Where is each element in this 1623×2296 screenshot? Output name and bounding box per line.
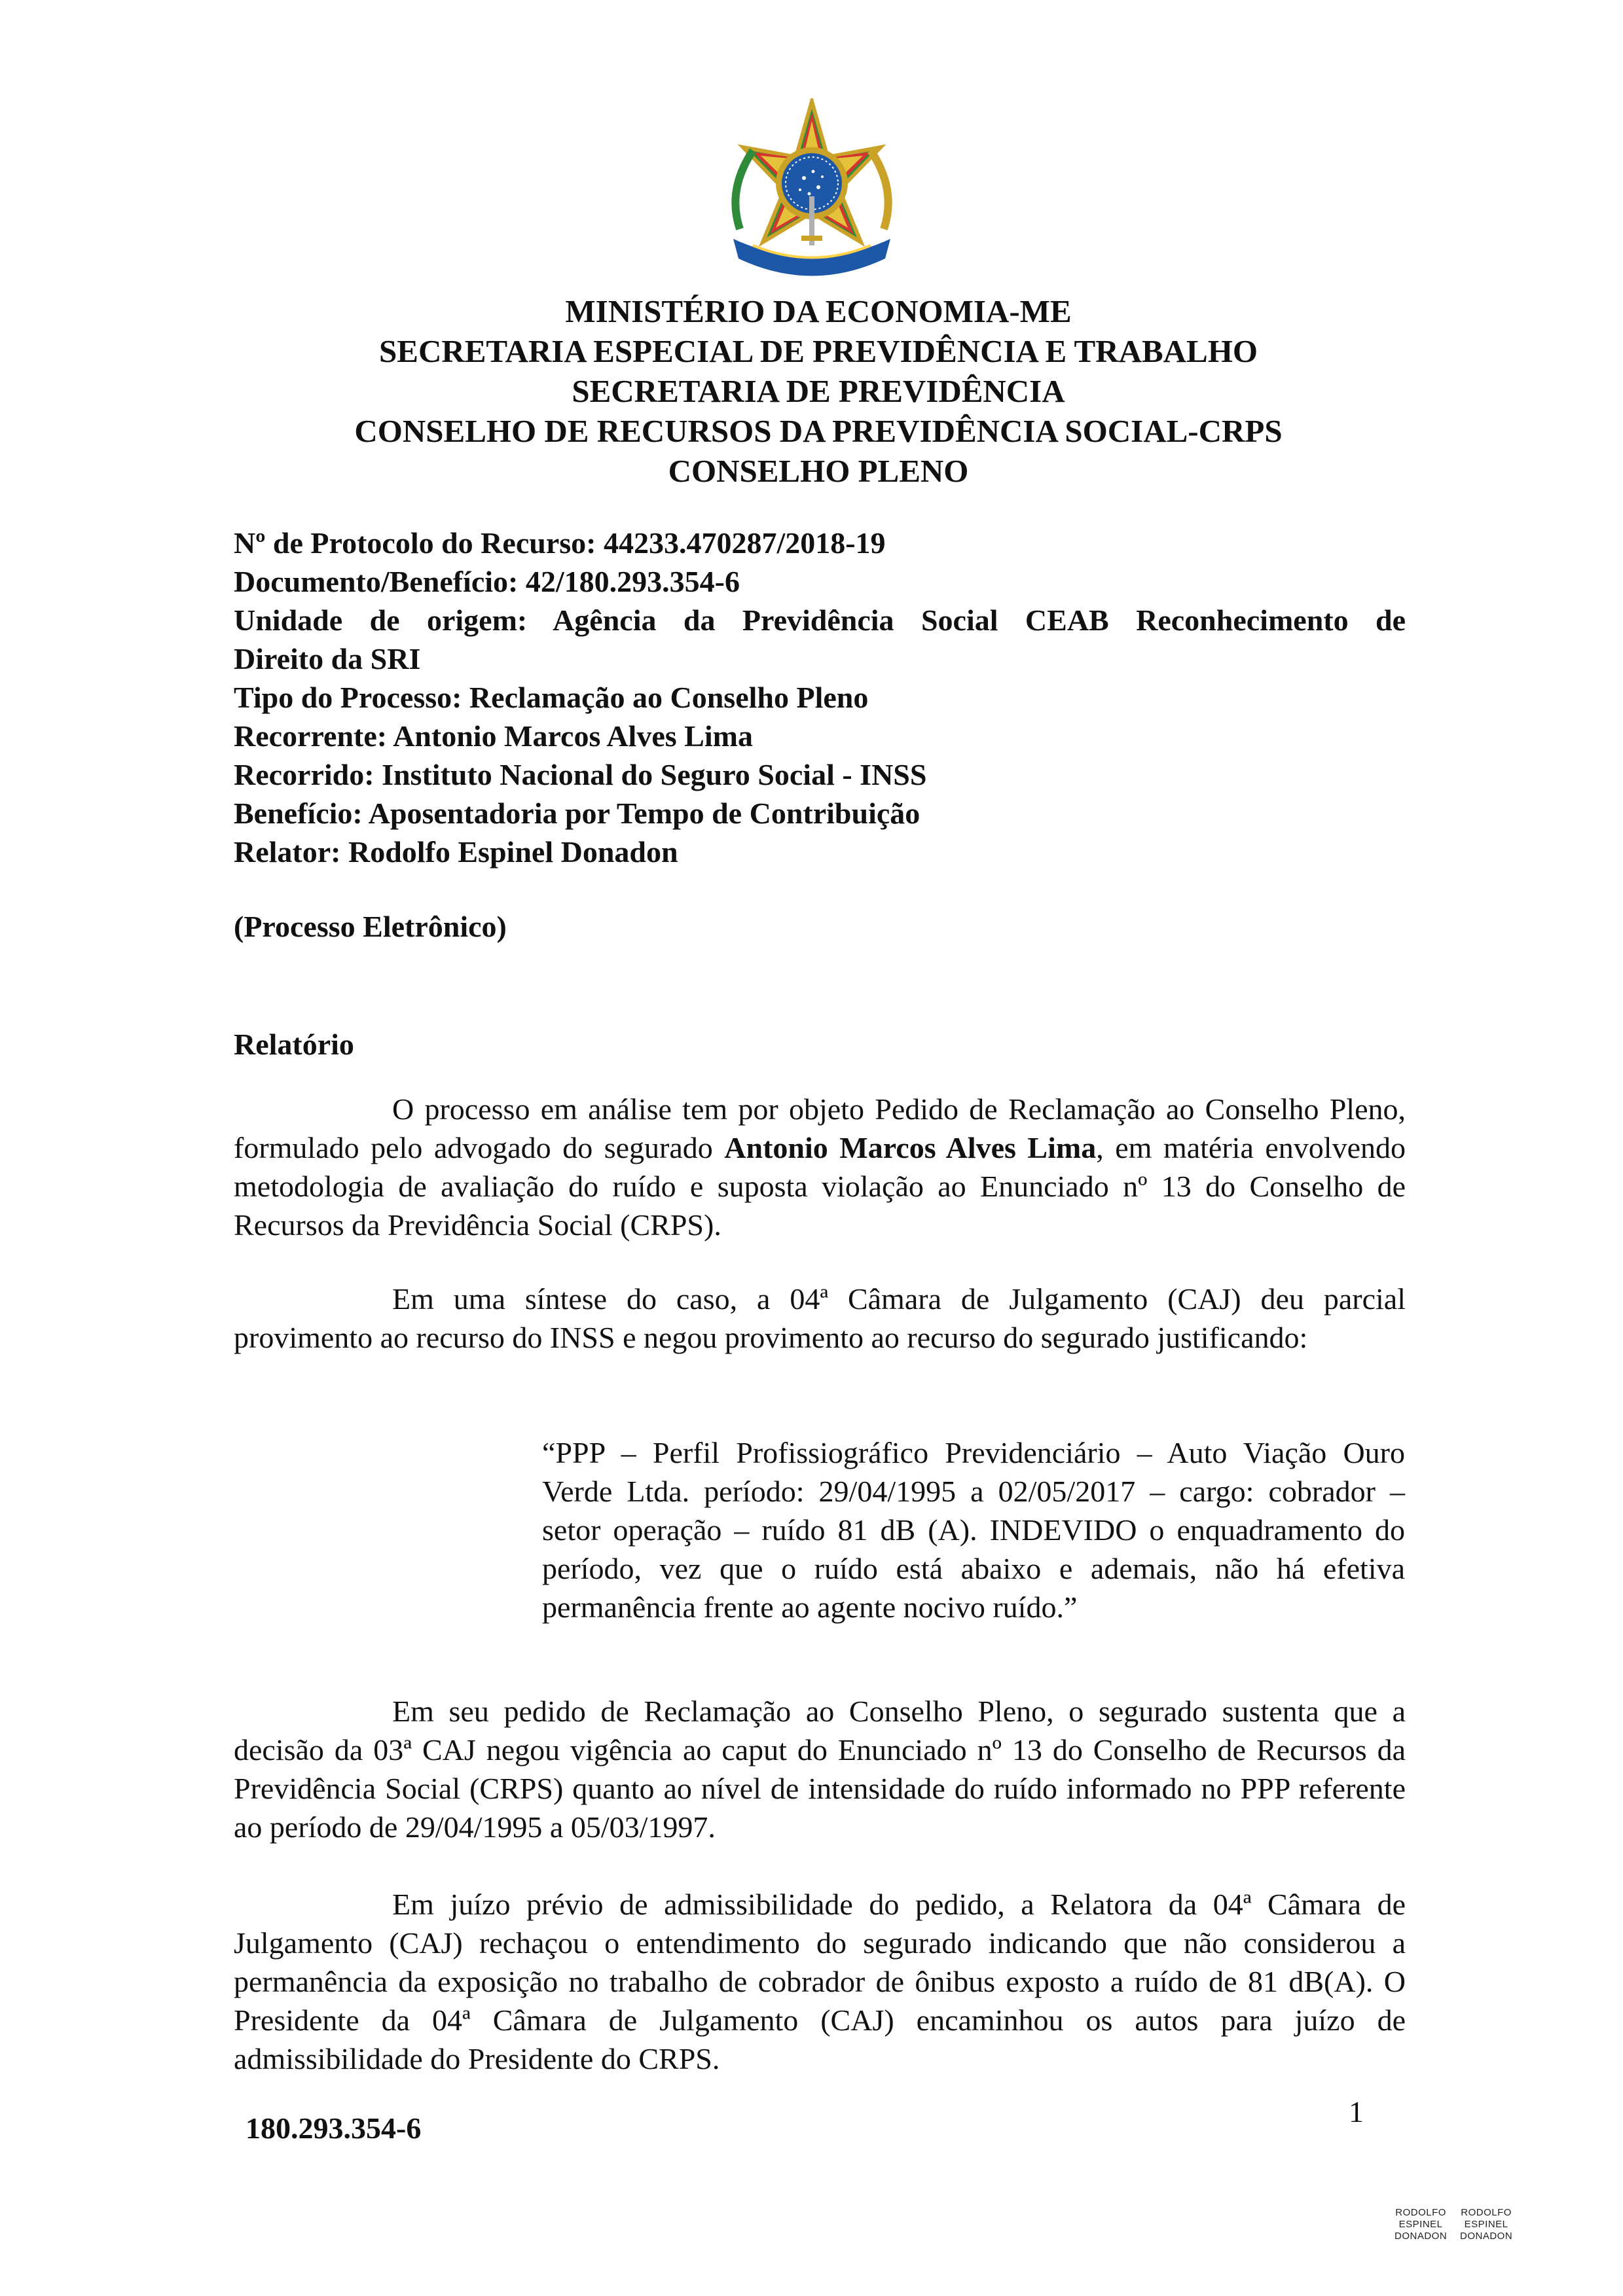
header-line: SECRETARIA DE PREVIDÊNCIA: [572, 373, 1065, 409]
coat-of-arms-icon: [714, 98, 910, 288]
document-benefit: Documento/Benefício: 42/180.293.354-6: [234, 565, 740, 598]
origin-unit: Unidade de origem: Agência da Previdência Social CEAB Reconhecimento de: [234, 603, 1406, 637]
paragraph-4: Em juízo prévio de admissibilidade do pedido, a Relatora da 04ª Câmara de Julgamento (CAJ) rechaçou o entendimento do segurado indicando que não considerou a permanência da exposição no trabalho de cobrador de ônibus exposto a ruído de 81 dB(A). O Presidente da 04ª Câmara de Julgamento (CAJ) encaminhou os autos para juízo de admissibilidade do Presidente do CRPS.: [234, 1888, 1406, 2075]
process-type: Tipo do Processo: Reclamação ao Conselho Pleno: [234, 681, 869, 714]
paragraph-2: Em uma síntese do caso, a 04ª Câmara de Julgamento (CAJ) deu parcial provimento ao recurso do INSS e negou provimento ao recurso do segurado justificando:: [234, 1282, 1406, 1354]
paragraph-3: Em seu pedido de Reclamação ao Conselho Pleno, o segurado sustenta que a decisão da 03ª CAJ negou vigência ao caput do Enunciado nº 13 do Conselho de Recursos da Previdência Social (CRPS) quanto ao nível de intensidade do ruído informado no PPP referente ao período de 29/04/1995 a 05/03/1997.: [234, 1695, 1406, 1844]
benefit: Benefício: Aposentadoria por Tempo de Contribuição: [234, 797, 921, 830]
header-line: MINISTÉRIO DA ECONOMIA-ME: [565, 293, 1072, 329]
benefit-number-footer: 180.293.354-6: [246, 2111, 422, 2145]
rapporteur: Relator: Rodolfo Espinel Donadon: [234, 835, 678, 869]
case-metadata: [234, 524, 1406, 871]
ministry-header: [196, 291, 1440, 491]
header-line: CONSELHO PLENO: [668, 453, 969, 489]
block-quote: “PPP – Perfil Profissiográfico Previdenciário – Auto Viação Ouro Verde Ltda. período: 29/04/1995 a 02/05/2017 – cargo: cobrador – setor operação – ruído 81 dB (A). INDEVIDO o enquadramento do período, vez que o ruído está abaixo e ademais, não há efetiva permanência frente ao agente nocivo ruído.”: [542, 1436, 1405, 1624]
electronic-process-note: (Processo Eletrônico): [234, 910, 507, 943]
origin-unit-cont: Direito da SRI: [234, 642, 421, 675]
digital-signature-stamp: RODOLFO ESPINEL DONADON: [1395, 2207, 1448, 2242]
protocol-number: Nº de Protocolo do Recurso: 44233.470287/2018-19: [234, 526, 886, 560]
appellant-name: Antonio Marcos Alves Lima: [724, 1131, 1097, 1164]
header-line: SECRETARIA ESPECIAL DE PREVIDÊNCIA E TRABALHO: [379, 333, 1258, 369]
page-number: 1: [1349, 2095, 1364, 2128]
respondent: Recorrido: Instituto Nacional do Seguro Social - INSS: [234, 758, 927, 791]
appellant: Recorrente: Antonio Marcos Alves Lima: [234, 719, 753, 753]
paragraph-1: O processo em análise tem por objeto Pedido de Reclamação ao Conselho Pleno, formulado pelo advogado do segurado Antonio Marcos Alves Lima, em matéria envolvendo metodologia de avaliação do ruído e suposta violação ao Enunciado nº 13 do Conselho de Recursos da Previdência Social (CRPS).: [234, 1092, 1406, 1242]
report-heading: Relatório: [234, 1028, 354, 1061]
digital-signature-stamp: RODOLFO ESPINEL DONADON: [1460, 2207, 1513, 2242]
header-line: CONSELHO DE RECURSOS DA PREVIDÊNCIA SOCIAL-CRPS: [354, 413, 1283, 449]
